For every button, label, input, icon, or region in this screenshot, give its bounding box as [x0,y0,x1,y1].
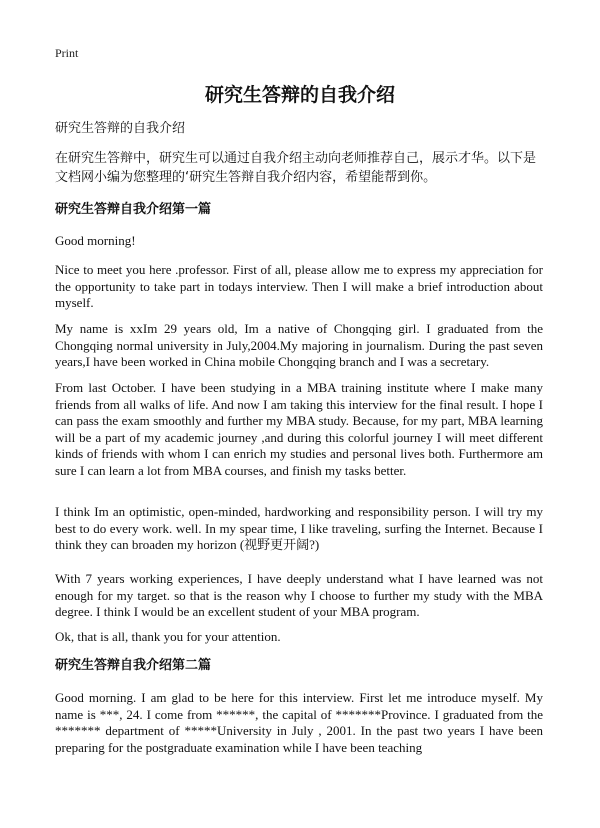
section-heading-1: 研究生答辩自我介绍第一篇 [55,202,212,217]
section-heading-2: 研究生答辩自我介绍第二篇 [55,658,212,673]
paragraph-mba-study: From last October. I have been studying in a MBA training institute where I make many friends from all walks of life. And now I am taking this interview for the final result. I hope I can pass the exam smoothly and further my MBA study. Because, for my part, MBA learning will be a part of my academic journey ,and during this colorful journey I will meet different kinds of friends with whom I can enrich my studies and personal lives both. Furthermore am sure I can learn a lot from MBA courses, and finish my tasks better. [55,380,543,478]
intro-paragraph: 在研究生答辩中，研究生可以通过自我介绍主动向老师推荐自己，展示才华。以下是文档网小编为您整理的‘研究生答辩自我介绍内容，希望能帮到你。 [55,151,537,185]
paragraph-background: My name is xxIm 29 years old, Im a native of Chongqing girl. I graduated from the Chongqing normal university in July,2004.My majoring in journalism. During the past seven years,I have been worked in China mobile Chongqing branch and I was a secretary. [55,321,543,370]
print-link[interactable]: Print [55,46,79,60]
paragraph-personality: I think Im an optimistic, open-minded, hardworking and responsibility person. I will try my best to do every work. well. In my spear time, I like traveling, surfing the Internet. Because I think they can broaden my horizon (视野更开阔?) [55,504,543,553]
paragraph-closing: Ok, that is all, thank you for your attention. [55,629,281,644]
paragraph-experience: With 7 years working experiences, I have deeply understand what I have learned was not enough for my target. so that is the reason why I choose to further my study with the MBA degree. I think I would be an excellent student of your MBA program. [55,571,543,620]
paragraph-appreciation: Nice to meet you here .professor. First of all, please allow me to express my appreciation for the opportunity to take part in todays interview. Then I will make a brief introduction about myself. [55,262,543,311]
paragraph-introduction: Good morning. I am glad to be here for this interview. First let me introduce myself. My name is ***, 24. I come from ******, the capital of *******Province. I graduated from the ******* department of *****University in July , 2001. In the past two years I have been preparing for the postgraduate examination while I have been teaching [55,690,543,755]
paragraph-greeting: Good morning! [55,233,136,248]
document-title: 研究生答辩的自我介绍 [204,84,395,106]
document-subtitle: 研究生答辩的自我介绍 [55,121,186,136]
